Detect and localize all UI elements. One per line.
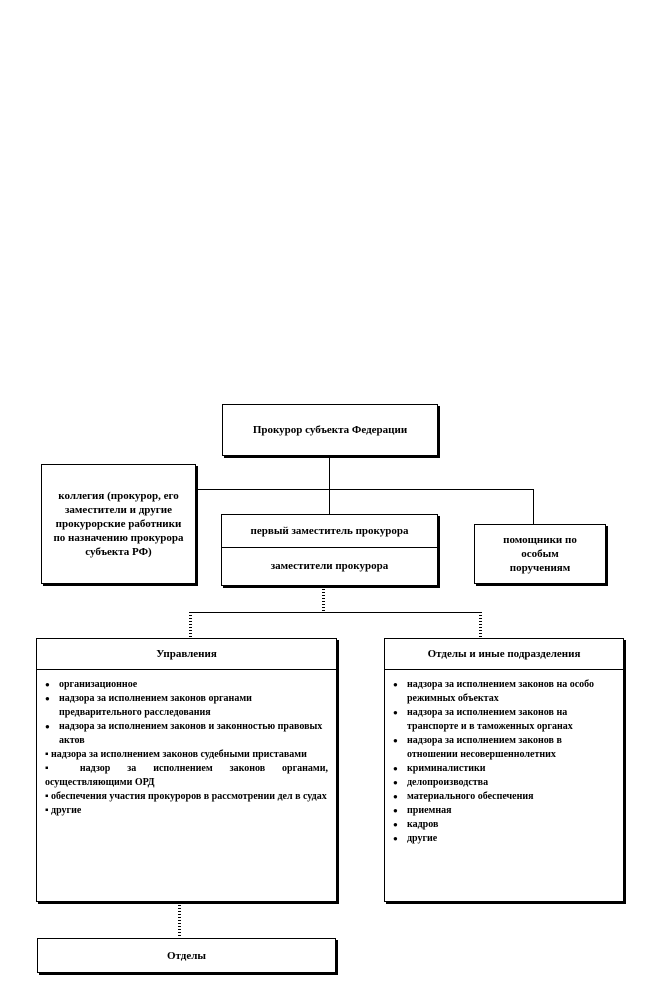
connector-to-departments (479, 612, 482, 638)
list-item: ● надзора за исполнением законов органами предварительного расследования (45, 692, 328, 720)
connector-horizontal-mid (190, 612, 481, 613)
list-item: ▪ другие (45, 805, 82, 816)
departments-box (384, 638, 624, 902)
list-item: ● надзора за исполнением законов на особо режимных объектах (393, 678, 615, 706)
deputies-box (221, 514, 438, 586)
connector-to-assistants (533, 489, 534, 524)
prosecutor-box (222, 404, 438, 456)
sub-departments-label: Отделы (166, 949, 207, 962)
list-item: ● кадров (393, 818, 615, 832)
list-item: ● надзора за исполнением законов и законностью правовых актов (45, 720, 328, 748)
first-deputy-cell (222, 515, 437, 548)
list-item: ● надзора за исполнением законов на транспорте и в таможенных органах (393, 706, 615, 734)
list-item: ● другие (393, 832, 615, 846)
departments-title: Отделы и иные подразделения (385, 639, 623, 670)
list-item: ● материального обеспечения (393, 790, 615, 804)
list-item: ▪ обеспечения участия прокуроров в рассмотрении дел в судах (45, 791, 327, 802)
connector-deputies-down (322, 586, 325, 612)
list-item: ▪ надзора за исполнением законов судебными приставами (45, 749, 307, 760)
list-item: ● приемная (393, 804, 615, 818)
directorates-box (36, 638, 337, 902)
list-item: ● делопроизводства (393, 776, 615, 790)
collegium-label: коллегия (прокурор, его заместители и другие прокурорские работники по назначению прокурора субъекта РФ) (53, 490, 184, 558)
list-item: ▪ надзор за исполнением законов органами, осуществляющими ОРД (45, 763, 328, 788)
prosecutor-label: Прокурор субъекта Федерации (252, 424, 408, 436)
list-item: ● организационное (45, 678, 328, 692)
deputies-cell (222, 548, 437, 584)
list-item: ● надзора за исполнением законов в отношении несовершеннолетних (393, 734, 615, 762)
deputies-label: заместители прокурора (270, 560, 389, 572)
assistants-box (474, 524, 606, 584)
directorates-title: Управления (37, 639, 336, 670)
connector-to-sub-departments (178, 902, 181, 938)
collegium-box (41, 464, 196, 584)
connector-prosecutor-down (329, 456, 330, 514)
first-deputy-label: первый заместитель прокурора (250, 525, 409, 537)
assistants-label: помощники по особым поручениям (503, 534, 577, 574)
sub-departments-box (37, 938, 336, 973)
departments-list (385, 670, 623, 846)
list-item: ● криминалистики (393, 762, 615, 776)
directorates-list (37, 670, 336, 818)
connector-to-directorates (189, 612, 192, 638)
